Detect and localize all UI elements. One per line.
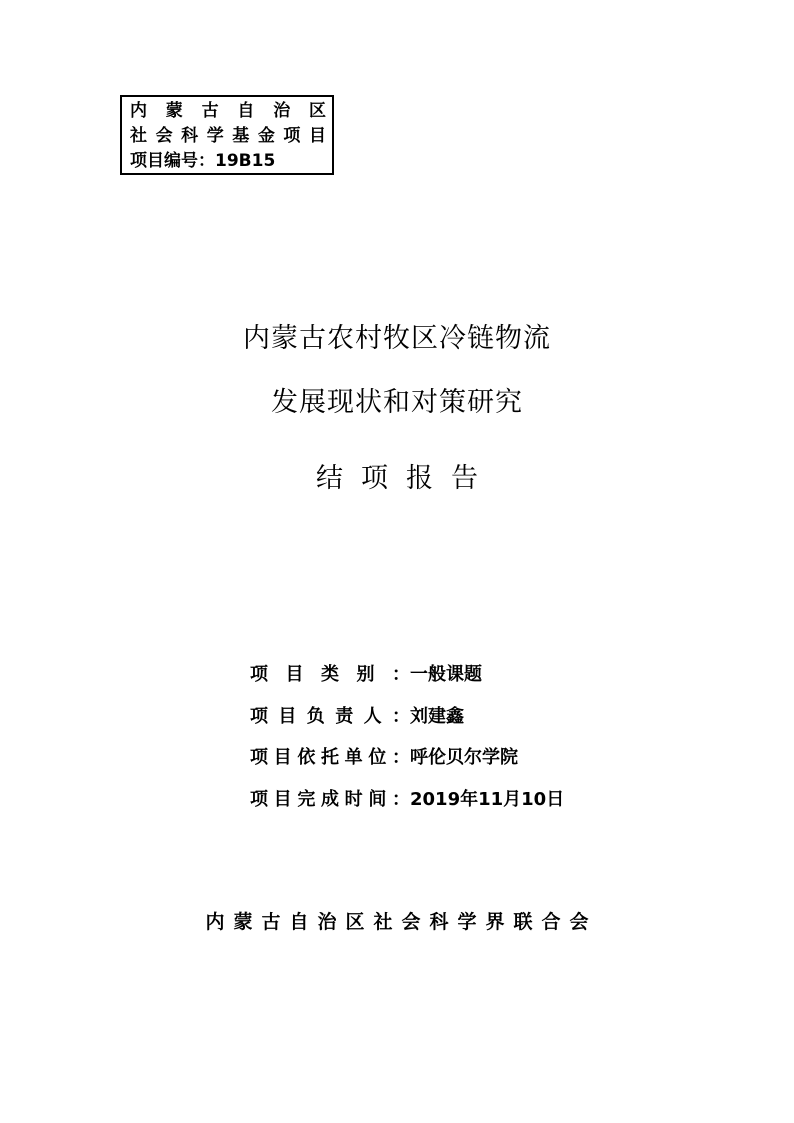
info-label: 项目依托单位： [250,747,410,768]
report-title-line-2: 发展现状和对策研究 [271,387,523,418]
report-subtitle: 结项报告 [316,463,496,494]
stamp-char: 治 [273,101,291,121]
stamp-line-fund [130,124,326,149]
stamp-char: 自 [237,101,255,121]
stamp-char: 项 [283,126,301,146]
info-row-unit [250,743,518,769]
stamp-char: 社 [130,126,147,146]
info-value: 刘建鑫 [410,706,464,727]
stamp-char: 会 [155,126,173,146]
info-value: 呼伦贝尔学院 [410,747,518,768]
info-row-category [250,660,482,686]
info-value: 一般课题 [410,664,482,685]
stamp-line-region [130,99,326,124]
stamp-char: 金 [257,126,275,146]
stamp-project-number: 项目编号：19B15 [130,151,276,171]
stamp-char: 科 [181,126,199,146]
stamp-char: 学 [206,126,224,146]
stamp-char: 内 [130,101,147,121]
info-value: 2019年11月10日 [410,789,565,810]
stamp-char: 目 [308,126,326,146]
stamp-char: 古 [201,101,219,121]
info-label: 项目完成时间： [250,789,410,810]
info-label: 项目负责人： [250,706,410,727]
stamp-char: 基 [232,126,250,146]
stamp-char: 蒙 [165,101,183,121]
info-row-leader [250,702,464,728]
project-stamp-box [120,95,334,175]
info-label: 项目类别： [250,664,410,685]
info-row-completion-date [250,785,564,811]
stamp-char: 区 [308,101,326,121]
issuing-organization: 内蒙古自治区社会科学界联合会 [205,911,598,933]
report-title-line-1: 内蒙古农村牧区冷链物流 [243,323,551,354]
